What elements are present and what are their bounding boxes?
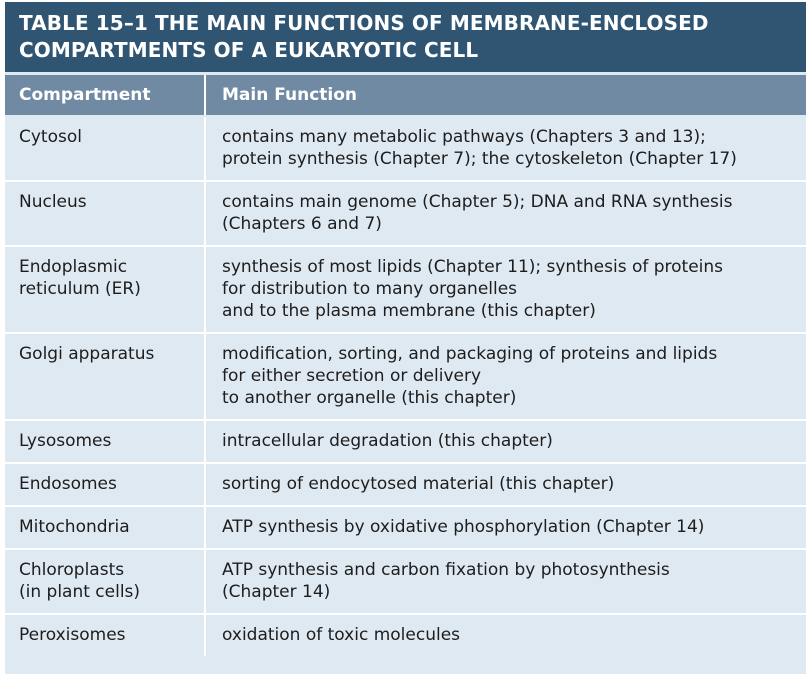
compartment-cell [5,182,204,245]
function-cell [204,507,806,548]
function-text: intracellular degradation (this chapter) [222,431,553,451]
table-title: TABLE 15–1 THE MAIN FUNCTIONS OF MEMBRANE-ENCLOSED COMPARTMENTS OF A EUKARYOTIC CELL [5,2,806,72]
table-row [5,550,806,615]
compartment-cell [5,421,204,462]
compartment-name: Golgi apparatus [19,344,155,364]
column-header-function [204,75,806,115]
column-header-function-label: Main Function [222,85,358,105]
compartment-name: Chloroplasts (in plant cells) [19,560,141,602]
function-cell [204,615,806,656]
column-header-compartment-label: Compartment [19,85,151,105]
function-text: sorting of endocytosed material (this chapter) [222,474,615,494]
function-cell [204,421,806,462]
compartment-name: Mitochondria [19,517,130,537]
table-row [5,334,806,421]
function-cell [204,247,806,332]
table-row [5,464,806,507]
compartment-name: Endosomes [19,474,117,494]
compartment-name: Peroxisomes [19,625,126,645]
function-text: synthesis of most lipids (Chapter 11); synthesis of proteins for distribution to many organelles and to the plasma membrane (this chapter) [222,257,724,321]
function-text: ATP synthesis and carbon fixation by photosynthesis (Chapter 14) [222,560,670,602]
compartments-table [5,2,806,674]
table-row [5,182,806,247]
compartment-cell [5,550,204,613]
function-text: modification, sorting, and packaging of proteins and lipids for either secretion or delivery to another organelle (this chapter) [222,344,718,408]
table-header-row [5,75,806,115]
function-cell [204,334,806,419]
compartment-cell [5,117,204,180]
table-row [5,117,806,182]
compartment-cell [5,247,204,332]
function-text: contains many metabolic pathways (Chapters 3 and 13); protein synthesis (Chapter 7); the cytoskeleton (Chapter 17) [222,127,737,169]
table-row [5,507,806,550]
function-text: contains main genome (Chapter 5); DNA and RNA synthesis (Chapters 6 and 7) [222,192,733,234]
function-cell [204,464,806,505]
function-cell [204,550,806,613]
compartment-name: Nucleus [19,192,87,212]
compartment-cell [5,334,204,419]
column-header-compartment [5,75,204,115]
compartment-cell [5,464,204,505]
table-row [5,247,806,334]
function-text: oxidation of toxic molecules [222,625,461,645]
table-body [5,117,806,656]
function-cell [204,182,806,245]
function-cell [204,117,806,180]
compartment-name: Endoplasmic reticulum (ER) [19,257,141,299]
table-row [5,615,806,656]
table-row [5,421,806,464]
function-text: ATP synthesis by oxidative phosphorylation (Chapter 14) [222,517,705,537]
compartment-cell [5,507,204,548]
compartment-name: Cytosol [19,127,82,147]
compartment-cell [5,615,204,656]
compartment-name: Lysosomes [19,431,112,451]
